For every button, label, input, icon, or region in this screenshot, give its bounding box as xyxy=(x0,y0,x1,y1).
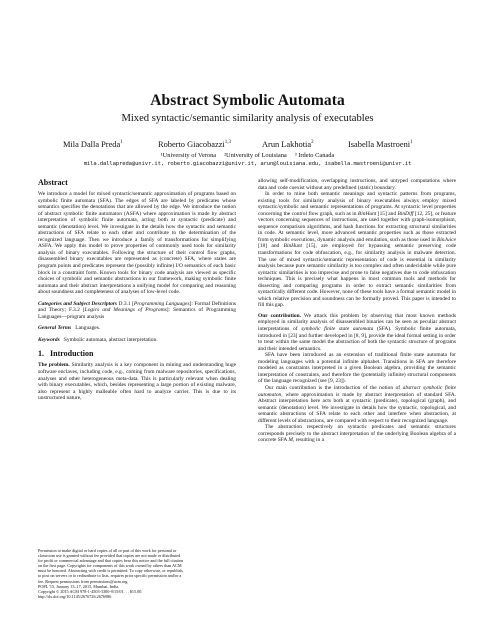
author-2: Roberto Giacobazzi$^{1,3}$ xyxy=(158,140,231,149)
body-paragraph-5: Our main contribution is the introduction of the notion of abstract symbolic finite automaton, where approximation is made by abstract interpretation of standard SFA. Abstract interpretation here acts both at syntactic (predicate), topological (graph), and semantic (denotation) level. We investigate in details how the syntactic, topological, and semantic abstractions of SFA relate to each other and interfere when abstraction, at different levels of abstractions, are compared with respect to their recognized language. xyxy=(258,384,457,424)
left-column xyxy=(38,178,236,402)
general-terms-heading: General Terms xyxy=(38,325,72,332)
affiliations: ¹University of Verona ²University of Louisiana ³ Irdeto Canada xyxy=(160,152,335,159)
contribution-paragraph: Our contribution. We attack this problem by observing that most known methods employed in similarity analysis of disassembled binaries can be seen as peculiar abstract interpretations of symbolic finite state automata (SFA). Symbolic finite automata, introduced in [23] and further developed in [8, 9], provide the ideal formal setting in order to treat within the same model the abstraction of both the syntactic structure of programs and their intended semantics. xyxy=(258,312,457,352)
right-column xyxy=(258,178,456,444)
body-paragraph-1: allowing self-modification, overlapping instructions, and untyped computations where data and code coexist without any predefined (static) boundary. xyxy=(258,178,456,191)
abstract-text: We introduce a model for mixed syntactic/semantic approximation of programs based on symbolic finite automata (SFA). The edges of SFA are labeled by predicates whose semantics specifies the denotations that are allowed by the edge. We introduce the notion of abstract symbolic finite automaton (ASFA) where approximation is made by abstract interpretation of symbolic finite automata, acting both at syntactic (predicate) and semantic (denotation) level. We investigate in the details how the syntactic and semantic abstractions of SFA relate to each other and contribute to the determination of the recognized language. Then we introduce a family of transformations for simplifying ASFA. We apply this model to prove properties of commonly used tools for similarity analysis of binary executables. Following the structure of their control flow graphs, disassembled binary executables are represented as (concrete) SFA, where states are program points and predicates represent the (possibly infinite) I/O semantics of each basic block in a constraint form. Known tools for binary code analysis are viewed as specific choices of symbolic and semantic abstractions in our framework, making symbolic finite automata and their abstract interpretations a unifying model for comparing and reasoning about soundness and completeness of analyses of low-level code. xyxy=(38,191,236,296)
author-emails: mila.dallapreda@univr.it, roberto.giacobazzi@univr.it, arun@louisiana.edu, isabella.mastroeni@univr.it xyxy=(83,161,412,167)
copyright-footnote: Permission to make digital or hard copies of all or part of this work for personal or classroom use is granted without fee provided that copies are not made or distributed for profit or commercial advantage and that copies bear this notice and the full citation on the first page. Copyrights for components of this work owned by others than ACM must be honored. Abstracting with credit is permitted. To copy otherwise, or republish, to post on servers or to redistribute to lists, requires prior specific permission and/or a fee. Request permissions from permissions@acm.org. POPL '15, January 15–17, 2015, Mumbai, India. Copyright © 2015 ACM 978-1-4503-3300-9/15/01. . . $15.00. http://dx.doi.org/10.1145/2676726.2676986 xyxy=(38,548,184,599)
introduction-text: The problem. Similarity analysis is a key component in mining and understanding huge software enclaves, including code, e.g., coming from malware repositories, specifications, analyses and other heterogeneous meta-data. This is particularly relevant when dealing with binary executables, which, besides representing a large portion of existing malware, also represent a highly malleable often hard to analyze carrier. This is due to its unstructured nature, xyxy=(38,362,236,402)
author-1: Mila Dalla Preda$^1$ xyxy=(63,140,123,149)
paper-title: Abstract Symbolic Automata xyxy=(150,92,345,109)
categories-paragraph: Categories and Subject Descriptors D.3.1 [Programming Languages]: Formal Definitions and Theory; F.3.2 [Logics and Meanings of Programs]: Semantics of Programming Languages—program analysis xyxy=(38,300,237,320)
body-paragraph-6: The abstraction respectively on syntactic predicates and semantic structures corresponds precisely to the abstract interpretation of the underlying Boolean algebra of a concrete SFA M, resulting in a xyxy=(258,424,456,444)
author-3: Arun Lakhotia$^2$ xyxy=(262,140,314,149)
keywords-heading: Keywords xyxy=(38,336,60,343)
categories-heading: Categories and Subject Descriptors xyxy=(38,300,118,307)
introduction-heading: 1. Introduction xyxy=(38,349,94,359)
author-4: Isabella Mastroeni$^1$ xyxy=(348,140,413,149)
keywords: Keywords Symbolic automata, abstract interpretation. xyxy=(38,336,158,343)
general-terms: General Terms Languages. xyxy=(38,325,101,332)
body-paragraph-2: In order to mine both semantic meanings and syntactic patterns from programs, existing tools for similarity analysis of binary executables always employ mixed syntactic/symbolic and semantic representations of programs. At syntactic level properties concerning the control flow graph, such as in BinHunt [15] and BinDiff [12, 25], or feature vectors concerning sequences of instructions, are used together with graph-isomorphism, sequence comparison algorithms, and hash functions for extracting structural similarities in code. At semantic level, more advanced semantic properties such as those extracted from symbolic executions, dynamic analysis and emulation, such as those used in BinJuice [18] and BinHunt [15], are employed for bypassing semantic preserving code transformations for code obfuscation, e.g., for similarity analysis in malware detection. The use of mixed syntactic/semantic representation of code is essential in similarity analysis because pure semantic similarity is too complex and often undecidable while pure syntactic similarities is too imprecise and prone to false negatives due to code obfuscation techniques. This is precisely what happens in most common tools and methods for dissecting and comparing programs in order to extract semantic similarities from syntactically different code. However, none of these tools have a formal semantic model in which relative precision and soundness can be formally proved. This paper is intended to fill this gap. xyxy=(258,191,456,309)
body-paragraph-4: SFA have been introduced as an extension of traditional finite state automata for modeling languages with a potential infinite alphabet. Transitions in SFA are therefore modeled as constraints interpreted in a given Boolean algebra, providing the semantic interpretation of constraints, and therefore the (potentially infinite) structural components of the language recognized (see [9, 23]). xyxy=(258,352,456,385)
abstract-heading: Abstract xyxy=(38,178,68,187)
paper-subtitle: Mixed syntactic/semantic similarity analysis of executables xyxy=(121,113,374,124)
